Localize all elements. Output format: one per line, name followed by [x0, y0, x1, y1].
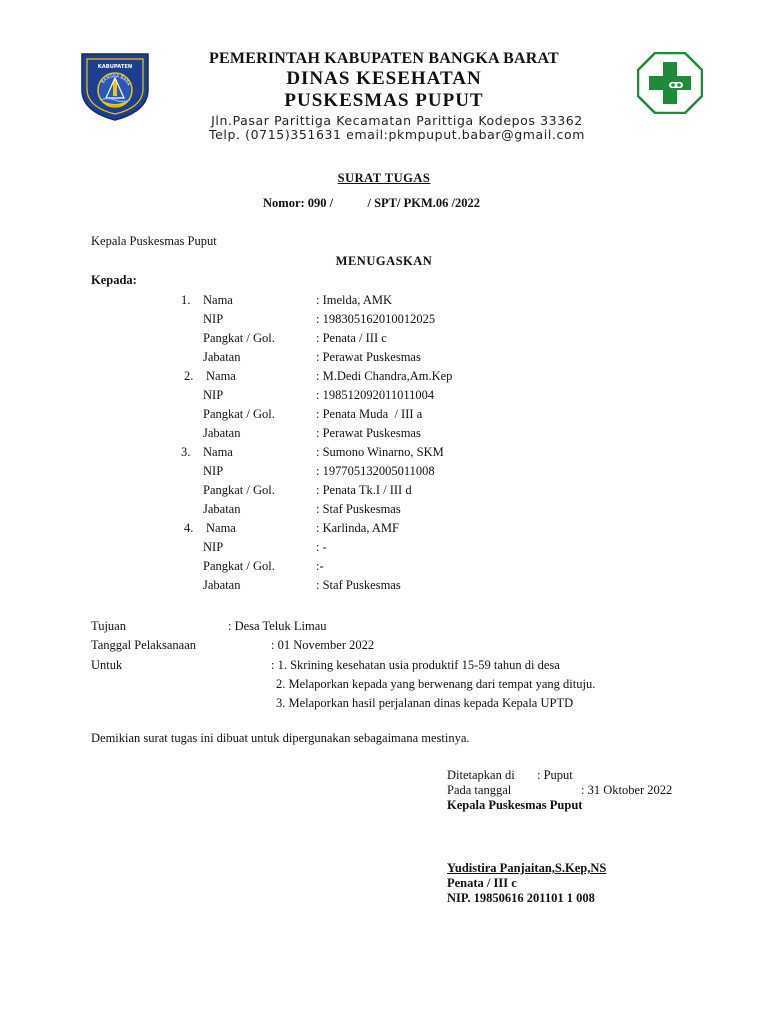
field-label: Nama	[203, 445, 233, 459]
list-number: 2.	[184, 369, 194, 383]
field-label: Jabatan	[203, 350, 241, 364]
list-number: 1.	[181, 293, 191, 307]
field-value: : Karlinda, AMF	[316, 521, 399, 535]
place-label: Ditetapkan di	[447, 768, 515, 782]
field-label: Pangkat / Gol.	[203, 331, 275, 345]
list-number: 4.	[184, 521, 194, 535]
letterhead-contact: Telp. (0715)351631 email:pkmpuput.babar@gmail.com	[208, 127, 586, 142]
document-title: SURAT TUGAS	[337, 171, 431, 185]
field-label: Pangkat / Gol.	[203, 559, 275, 573]
tanggal-value: : 01 November 2022	[271, 638, 375, 652]
field-label: NIP	[203, 464, 224, 478]
field-label: Pangkat / Gol.	[203, 407, 275, 421]
field-value: : 197705132005011008	[316, 464, 435, 478]
field-value: : Imelda, AMK	[316, 293, 393, 307]
signatory-nip: NIP. 19850616 201101 1 008	[447, 891, 595, 905]
document-number: Nomor: 090 / / SPT/ PKM.06 /2022	[263, 196, 480, 210]
untuk-label: Untuk	[91, 658, 123, 672]
date-label: Pada tanggal	[447, 783, 512, 797]
field-value: : Sumono Winarno, SKM	[316, 445, 444, 459]
untuk-item-3: 3. Melaporkan hasil perjalanan dinas kepada Kepala UPTD	[276, 696, 574, 710]
letterhead-agency: DINAS KESEHATAN	[286, 68, 482, 89]
signatory-name: Yudistira Panjaitan,S.Kep,NS	[447, 861, 607, 875]
letterhead-address: Jln.Pasar Parittiga Kecamatan Parittiga Kodepos 33362	[211, 113, 583, 128]
field-value: : 198512092011011004	[316, 388, 435, 402]
field-value: : Staf Puskesmas	[316, 502, 401, 516]
field-value: : Penata / III c	[316, 331, 387, 345]
svg-text:KABUPATEN: KABUPATEN	[97, 64, 133, 70]
list-number: 3.	[181, 445, 191, 459]
field-value: : 198305162010012025	[316, 312, 436, 326]
field-value: : M.Dedi Chandra,Am.Kep	[316, 369, 453, 383]
field-label: NIP	[203, 540, 224, 554]
field-value: : Penata Muda / III a	[316, 407, 423, 421]
field-label: Nama	[206, 369, 236, 383]
signatory-office: Kepala Puskesmas Puput	[447, 798, 583, 812]
field-label: NIP	[203, 388, 224, 402]
field-label: Nama	[206, 521, 236, 535]
to-label: Kepada:	[91, 273, 137, 287]
svg-text:BANGKA BARAT: BANGKA BARA	[100, 73, 132, 87]
field-label: Jabatan	[203, 426, 241, 440]
field-value: :-	[316, 559, 324, 573]
tujuan-label: Tujuan	[91, 619, 126, 633]
field-label: Nama	[203, 293, 233, 307]
field-value: : Penata Tk.I / III d	[316, 483, 412, 497]
tujuan-value: : Desa Teluk Limau	[228, 619, 327, 633]
untuk-item-2: 2. Melaporkan kepada yang berwenang dari tempat yang dituju.	[276, 677, 596, 691]
field-label: Pangkat / Gol.	[203, 483, 275, 497]
issuer-line: Kepala Puskesmas Puput	[91, 234, 217, 248]
field-value: : Perawat Puskesmas	[316, 426, 421, 440]
date-value: : 31 Oktober 2022	[581, 783, 673, 797]
health-cross-logo-icon	[637, 52, 703, 114]
signatory-rank: Penata / III c	[447, 876, 517, 890]
untuk-item-1: : 1. Skrining kesehatan usia produktif 15-59 tahun di desa	[271, 658, 560, 672]
field-label: Jabatan	[203, 578, 241, 592]
letterhead-puskesmas: PUSKESMAS PUPUT	[284, 90, 484, 111]
place-value: : Puput	[537, 768, 573, 782]
tanggal-label: Tanggal Pelaksanaan	[91, 638, 196, 652]
field-value: : Perawat Puskesmas	[316, 350, 421, 364]
field-label: Jabatan	[203, 502, 241, 516]
field-value: : -	[316, 540, 327, 554]
field-value: : Staf Puskesmas	[316, 578, 401, 592]
staff-list	[0, 293, 768, 603]
closing-statement: Demikian surat tugas ini dibuat untuk dipergunakan sebagaimana mestinya.	[91, 731, 470, 745]
field-label: NIP	[203, 312, 224, 326]
action-heading: MENUGASKAN	[335, 254, 433, 268]
letterhead-government: PEMERINTAH KABUPATEN BANGKA BARAT	[209, 50, 559, 67]
